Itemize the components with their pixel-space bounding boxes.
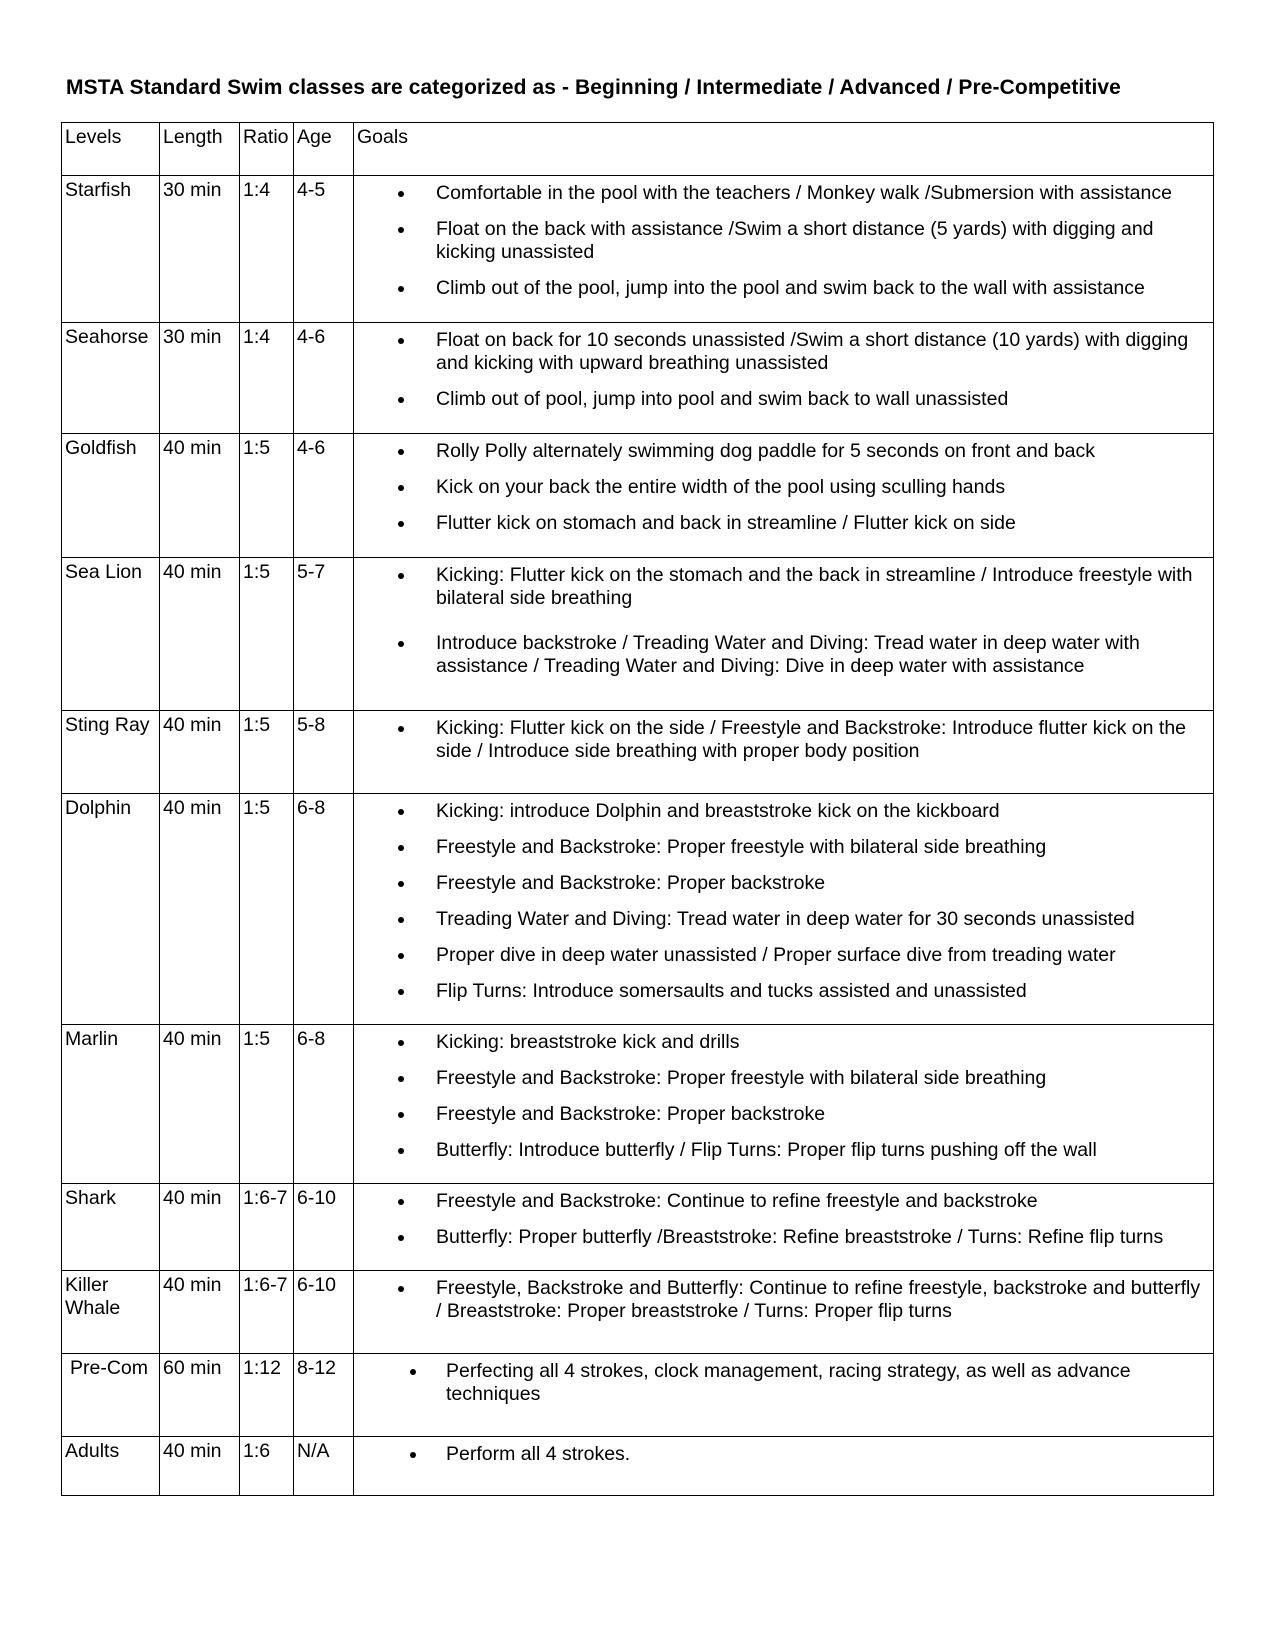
goal-item: Flip Turns: Introduce somersaults and tucks assisted and unassisted [358,980,1209,1003]
document-title: MSTA Standard Swim classes are categorized as - Beginning / Intermediate / Advanced / Pre-Competitive [66,76,1121,99]
goal-item: Treading Water and Diving: Tread water in deep water for 30 seconds unassisted [358,908,1209,931]
goal-item: Freestyle and Backstroke: Proper backstroke [358,872,1209,895]
header-ratio: Ratio [240,123,294,176]
ratio-cell: 1:6 [240,1437,294,1496]
age-cell: 4-5 [294,176,354,323]
goal-item: Rolly Polly alternately swimming dog paddle for 5 seconds on front and back [358,440,1209,463]
ratio-cell: 1:5 [240,558,294,711]
goal-item: Climb out of pool, jump into pool and swim back to wall unassisted [358,388,1209,411]
goals-cell [354,176,1214,323]
goals-cell [354,323,1214,434]
goals-cell [354,1437,1214,1496]
goals-cell [354,1184,1214,1271]
table-row [62,176,1214,323]
goal-item: Freestyle and Backstroke: Proper freestyle with bilateral side breathing [358,836,1209,859]
table-header-row [62,123,1214,176]
level-cell: Sting Ray [62,711,160,794]
length-cell: 30 min [160,323,240,434]
goal-item: Flutter kick on stomach and back in streamline / Flutter kick on side [358,512,1209,535]
goal-item: Climb out of the pool, jump into the pool and swim back to the wall with assistance [358,277,1209,300]
length-cell: 40 min [160,1437,240,1496]
age-cell: 5-7 [294,558,354,711]
goal-item: Kicking: breaststroke kick and drills [358,1031,1209,1054]
goal-list [358,1190,1209,1249]
goal-list [358,1443,1209,1466]
goal-item: Perform all 4 strokes. [358,1443,1209,1466]
table-row [62,794,1214,1025]
goal-item: Kick on your back the entire width of the pool using sculling hands [358,476,1209,499]
goal-item: Freestyle, Backstroke and Butterfly: Continue to refine freestyle, backstroke and butterfly / Breaststroke: Proper breaststroke / Turns: Proper flip turns [358,1277,1209,1323]
table-row [62,1437,1214,1496]
age-cell: 5-8 [294,711,354,794]
goal-list [358,717,1209,763]
goal-item: Float on the back with assistance /Swim a short distance (5 yards) with digging and kicking unassisted [358,218,1209,264]
level-cell: Killer Whale [62,1271,160,1354]
length-cell: 30 min [160,176,240,323]
goal-item: Butterfly: Introduce butterfly / Flip Turns: Proper flip turns pushing off the wall [358,1139,1209,1162]
goals-cell [354,1354,1214,1437]
table-row [62,558,1214,711]
table-row [62,434,1214,558]
table-row [62,1354,1214,1437]
goals-cell [354,1271,1214,1354]
goal-item: Kicking: Flutter kick on the side / Freestyle and Backstroke: Introduce flutter kick on the side / Introduce side breathing with proper body position [358,717,1209,763]
header-age: Age [294,123,354,176]
age-cell: 6-8 [294,794,354,1025]
length-cell: 40 min [160,558,240,711]
goal-item: Introduce backstroke / Treading Water and Diving: Tread water in deep water with assistance / Treading Water and Diving: Dive in deep water with assistance [358,632,1209,678]
age-cell: 4-6 [294,323,354,434]
level-cell: Shark [62,1184,160,1271]
level-cell: Sea Lion [62,558,160,711]
header-levels: Levels [62,123,160,176]
goal-item: Freestyle and Backstroke: Proper backstroke [358,1103,1209,1126]
age-cell: 6-8 [294,1025,354,1184]
age-cell: 8-12 [294,1354,354,1437]
age-cell: 4-6 [294,434,354,558]
goals-cell [354,794,1214,1025]
ratio-cell: 1:4 [240,176,294,323]
ratio-cell: 1:5 [240,711,294,794]
length-cell: 40 min [160,1025,240,1184]
goal-item: Freestyle and Backstroke: Proper freestyle with bilateral side breathing [358,1067,1209,1090]
table-row [62,1025,1214,1184]
ratio-cell: 1:5 [240,794,294,1025]
swim-levels-table [61,122,1214,1496]
ratio-cell: 1:12 [240,1354,294,1437]
goal-item: Float on back for 10 seconds unassisted /Swim a short distance (10 yards) with digging and kicking with upward breathing unassisted [358,329,1209,375]
age-cell: N/A [294,1437,354,1496]
level-cell: Pre-Com [62,1354,160,1437]
header-length: Length [160,123,240,176]
goal-list [358,564,1209,678]
goal-list [358,1031,1209,1162]
goal-item: Freestyle and Backstroke: Continue to refine freestyle and backstroke [358,1190,1209,1213]
ratio-cell: 1:5 [240,1025,294,1184]
level-cell: Marlin [62,1025,160,1184]
table-row [62,711,1214,794]
table-row [62,323,1214,434]
goal-list [358,1360,1209,1406]
goals-cell [354,434,1214,558]
age-cell: 6-10 [294,1184,354,1271]
goal-item: Perfecting all 4 strokes, clock management, racing strategy, as well as advance techniques [358,1360,1209,1406]
goal-item: Kicking: Flutter kick on the stomach and the back in streamline / Introduce freestyle with bilateral side breathing [358,564,1209,610]
goals-cell [354,558,1214,711]
table-row [62,1271,1214,1354]
ratio-cell: 1:6-7 [240,1184,294,1271]
goal-list [358,329,1209,411]
goals-cell [354,1025,1214,1184]
goal-item: Proper dive in deep water unassisted / Proper surface dive from treading water [358,944,1209,967]
length-cell: 40 min [160,1271,240,1354]
goal-item: Comfortable in the pool with the teachers / Monkey walk /Submersion with assistance [358,182,1209,205]
level-cell: Starfish [62,176,160,323]
level-cell: Adults [62,1437,160,1496]
age-cell: 6-10 [294,1271,354,1354]
goal-list [358,182,1209,300]
length-cell: 40 min [160,711,240,794]
header-goals: Goals [354,123,1214,176]
length-cell: 40 min [160,434,240,558]
level-cell: Seahorse [62,323,160,434]
goal-list [358,800,1209,1003]
ratio-cell: 1:4 [240,323,294,434]
table-row [62,1184,1214,1271]
length-cell: 60 min [160,1354,240,1437]
goal-item: Butterfly: Proper butterfly /Breaststroke: Refine breaststroke / Turns: Refine flip turns [358,1226,1209,1249]
goal-item: Kicking: introduce Dolphin and breaststroke kick on the kickboard [358,800,1209,823]
level-cell: Goldfish [62,434,160,558]
length-cell: 40 min [160,794,240,1025]
level-cell: Dolphin [62,794,160,1025]
goal-list [358,440,1209,535]
ratio-cell: 1:5 [240,434,294,558]
ratio-cell: 1:6-7 [240,1271,294,1354]
length-cell: 40 min [160,1184,240,1271]
goal-list [358,1277,1209,1323]
goals-cell [354,711,1214,794]
